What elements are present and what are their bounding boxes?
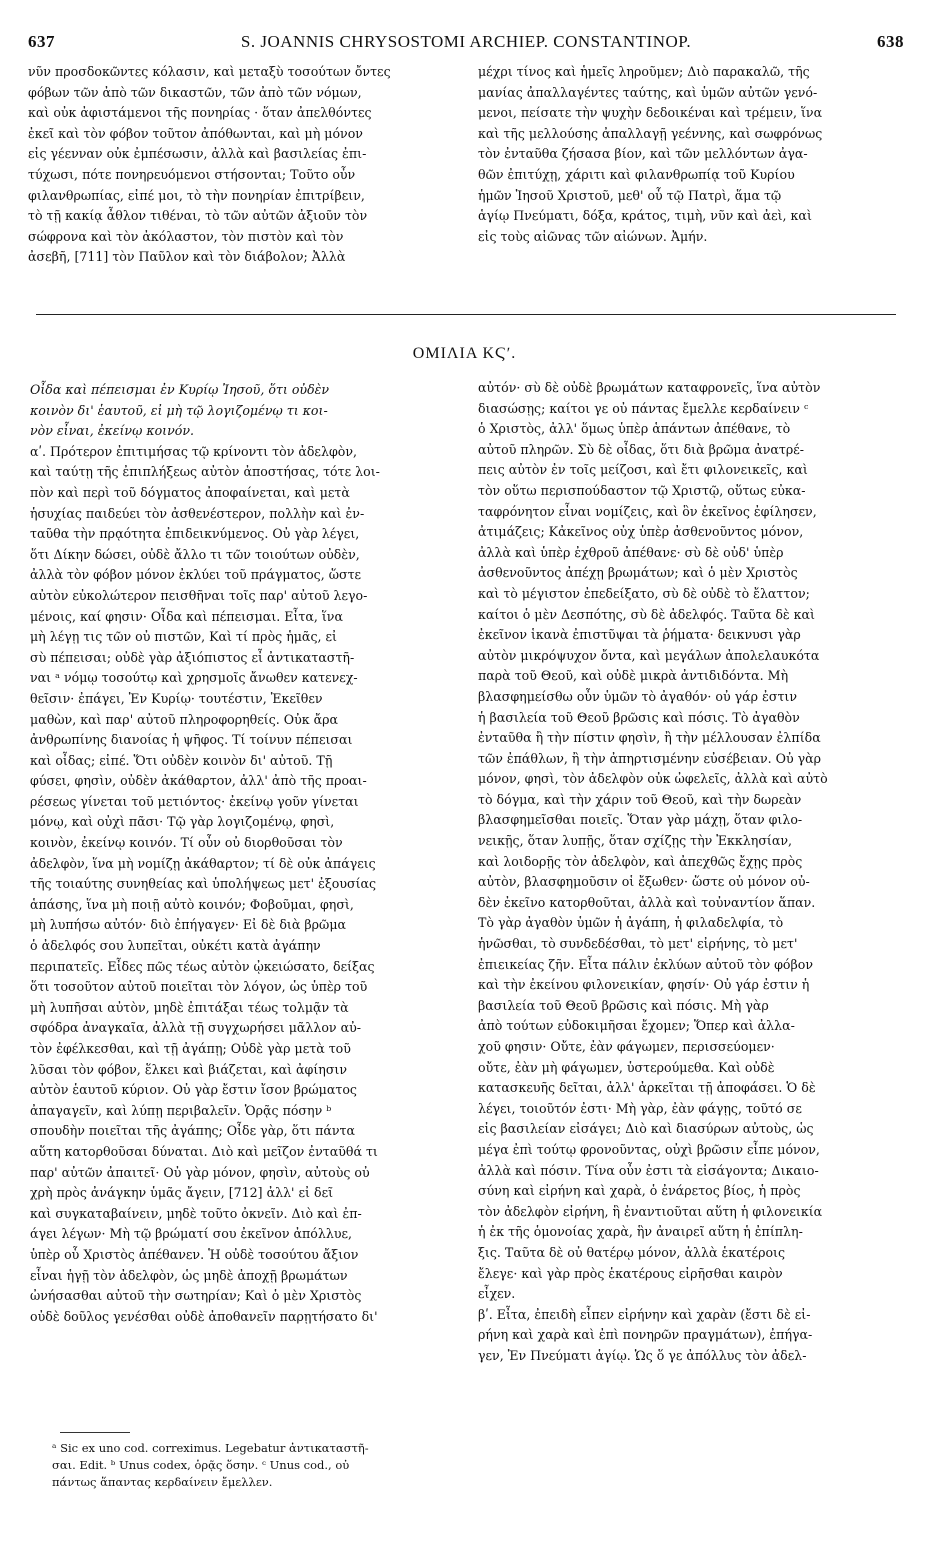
text-line: αὐτὸν μικρόψυχον ὄντα, καὶ μεγάλων ἀπολελαυκότα (478, 647, 820, 663)
text-line: τύχωσι, πότε πονηρευόμενοι στήσονται; Τοῦτο οὖν (28, 166, 356, 182)
text-line: χοῦ φησιν· Οὔτε, ἐὰν φάγωμεν, περισσεύομεν· (478, 1039, 775, 1054)
top-left-column (28, 62, 446, 268)
text-line: οὐδὲ δοῦλος γενέσθαι οὐδὲ ἀποθανεῖν παρῃτήσατο δι' (30, 1308, 378, 1324)
text-line: μαθὼν, καὶ παρ' αὐτοῦ πληροφορηθείς. Οὐκ ἄρα (30, 711, 339, 727)
text-line: τὸ τῇ κακίᾳ ἆθλον τιθέναι, τὸ τῶν αὐτῶν ἀξιοῦν τὸν (28, 208, 368, 224)
text-line: μανίας ἀπαλλαγέντες ταύτης, καὶ ὑμῶν αὐτῶν γενό- (478, 84, 818, 100)
text-line: ἐπιεικείας ζῆν. Εἶτα πάλιν ἐκλύων αὐτοῦ τὸν φόβον (478, 956, 814, 972)
left-column-body (30, 442, 448, 1328)
verse-line: κοινὸν δι' ἑαυτοῦ, εἰ μὴ τῷ λογιζομένῳ τι κοι- (30, 402, 328, 418)
text-line: βασιλεία τοῦ Θεοῦ βρῶσις καὶ πόσις. Μὴ γὰρ (478, 997, 769, 1013)
text-line: καὶ τὴν ἐκείνου φιλονεικίαν, φησίν· Οὐ γάρ ἐστιν ἡ (478, 977, 810, 993)
text-line: φιλανθρωπίας, εἰπέ μοι, τὸ τὴν πονηρίαν ἐπιτρίβειν, (28, 187, 365, 203)
running-title: S. JOANNIS CHRYSOSTOMI ARCHIEP. CONSTANTINOP. (240, 32, 692, 51)
text-line: σπουδὴν ποιεῖται τῆς ἀγάπης; Οἶδε γὰρ, ὅτι πάντα (30, 1123, 356, 1139)
text-line: ἁγίῳ Πνεύματι, δόξα, κράτος, τιμὴ, νῦν καὶ ἀεὶ, καὶ (478, 208, 812, 224)
scripture-verse (30, 380, 448, 442)
text-line: αὐτοῦ πληρῶν. Σὺ δὲ οἶδας, ὅτι διὰ βρῶμα ἀνατρέ- (478, 441, 805, 457)
text-line: φύσει, φησὶν, οὐδὲν ἀκάθαρτον, ἀλλ' ἀπὸ τῆς προαι- (30, 773, 367, 789)
text-line: νεικῇς, ὅταν λυπῇς, ὅταν σχίζῃς τὴν Ἐκκλησίαν, (478, 833, 793, 849)
text-line: αὕτη κατορθοῦσαι δύναται. Διὸ καὶ μεῖζον ἐνταῦθά τι (30, 1143, 378, 1159)
text-line: σύνη καὶ εἰρήνη καὶ χαρὰ, ὁ ἐνάρετος βίος, ἡ πρὸς (478, 1183, 801, 1199)
text-line: τὸν ἐνταῦθα ζήσασα βίον, καὶ τῶν μελλόντων ἀγα- (478, 146, 808, 162)
text-line: περιπατεῖς. Εἶδες πῶς τέως αὐτὸν ᾠκειώσατο, δείξας (30, 958, 375, 974)
text-line: καὶ οἶδας; εἰπέ. Ὅτι οὐδὲν κοινὸν δι' αὐτοῦ. Τῇ (30, 752, 333, 768)
footnotes (52, 1440, 452, 1491)
text-line: ὁ ἀδελφός σου λυπεῖται, οὐκέτι κατὰ ἀγάπην (30, 938, 321, 954)
text-line: σὺ πέπεισαι; οὐδὲ γὰρ ἀξιόπιστος εἶ ἀντικαταστῆ- (30, 649, 355, 665)
text-line: εἶναι ἡγῇ τὸν ἀδελφὸν, ὡς μηδὲ ἀποχῇ βρωμάτων (30, 1267, 348, 1283)
text-line: καὶ ταύτῃ τῆς ἐπιπλήξεως αὐτὸν ἀποστήσας, τότε λοι- (30, 464, 380, 480)
section-divider (36, 314, 896, 315)
homily-title: ΟΜΙΛΙΑ ΚϚʹ. (412, 345, 517, 362)
footnote-rule (60, 1432, 130, 1433)
text-line: ἡ βασιλεία τοῦ Θεοῦ βρῶσις καὶ πόσις. Τὸ ἀγαθὸν (478, 709, 800, 725)
verse-line: νὸν εἶναι, ἐκείνῳ κοινόν. (30, 423, 195, 439)
text-line: μένοις, καί φησιν· Οἶδα καὶ πέπεισμαι. Εἶτα, ἵνα (30, 608, 343, 624)
text-line: ἀλλὰ καὶ πόσιν. Τίνα οὖν ἐστι τὰ εἰσάγοντα; Δικαιο- (478, 1162, 819, 1178)
text-line: δὲν ἐκεῖνο κατορθοῦται, ἀλλὰ καὶ τοὐναντίον ἅπαν. (478, 894, 816, 910)
text-line: αʹ. Πρότερον ἐπιτιμήσας τῷ κρίνοντι τὸν ἀδελφὸν, (30, 443, 358, 459)
text-line: λέγει, τοιοῦτόν ἐστι· Μὴ γὰρ, ἐὰν φάγῃς, τοῦτό σε (478, 1100, 802, 1116)
text-line: ἀπαγαγεῖν, καὶ λύπῃ περιβαλεῖν. Ὁρᾷς πόσην ᵇ (30, 1102, 332, 1118)
verse-line: Οἶδα καὶ πέπεισμαι ἐν Κυρίῳ Ἰησοῦ, ὅτι οὐδὲν (30, 382, 330, 397)
text-line: ἡ ἐκ τῆς ὁμονοίας χαρὰ, ἣν ἀναιρεῖ αὕτη ἡ ἐπίπλη- (478, 1224, 803, 1240)
left-column (30, 380, 448, 1327)
footnote-line: σαι. Edit. ᵇ Unus codex, ὁρᾷς ὅσην. ᶜ Unus cod., οὐ (52, 1458, 350, 1472)
text-line: ἁπάσης, ἵνα μὴ ποιῇ αὐτὸ κοινόν; Φοβοῦμαι, φησὶ, (30, 896, 354, 912)
text-line: ἐκεῖ καὶ τὸν φόβον τοῦτον ἀπόθωνται, καὶ μὴ μόνον (28, 125, 363, 141)
text-line: ἡσυχίας παιδεύει τὸν ἀσθενέστερον, πολλὴν καὶ ἐν- (30, 505, 365, 521)
text-line: εἶχεν. (478, 1286, 516, 1302)
text-line: ναι ᵃ νόμῳ τοσούτῳ καὶ χρησμοῖς ἄνωθεν κατενεχ- (30, 670, 358, 686)
text-line: καὶ τῆς μελλούσης ἀπαλλαγῇ γεέννης, καὶ σωφρόνως (478, 125, 823, 141)
text-line: βʹ. Εἶτα, ἐπειδὴ εἶπεν εἰρήνην καὶ χαρὰν (ἔστι δὲ εἰ- (478, 1306, 811, 1322)
text-line: μόνον, φησὶ, τὸν ἀδελφὸν οὐκ ὠφελεῖς, ἀλλὰ καὶ αὐτὸ (478, 771, 828, 787)
page-number-right: 638 (877, 32, 904, 51)
text-line: ταῦθα τὴν πρᾳότητα ἐπιδεικνύμενος. Οὐ γὰρ λέγει, (30, 526, 360, 542)
text-line: Τὸ γὰρ ἀγαθὸν ὑμῶν ἡ ἀγάπη, ἡ φιλαδελφία, τὸ (478, 915, 784, 931)
text-line: μενοι, πείσατε τὴν ψυχὴν δεδοικέναι καὶ τρέμειν, ἵνα (478, 105, 823, 121)
text-line: διασώσῃς; καίτοι γε οὐ πάντας ἔμελλε κερδαίνειν ᶜ (478, 400, 809, 416)
text-line: βλασφημεῖσθαι ποιεῖς. Ὅταν γὰρ μάχῃ, ὅταν φιλο- (478, 812, 803, 828)
text-line: μὴ λυπήσω αὐτόν· διὸ ἐπήγαγεν· Εἰ δὲ διὰ βρῶμα (30, 917, 347, 933)
text-line: ξις. Ταῦτα δὲ οὐ θατέρῳ μόνον, ἀλλὰ ἑκατέροις (478, 1244, 786, 1260)
text-line: καὶ λοιδορῇς τὸν ἀδελφὸν, καὶ ἀπεχθῶς ἔχῃς πρὸς (478, 853, 803, 869)
text-line: αὐτόν· σὺ δὲ οὐδὲ βρωμάτων καταφρονεῖς, ἵνα αὐτὸν (478, 380, 821, 395)
text-line: ἀλλὰ τὸν φόβον μόνον ἐκλύει τοῦ πράγματος, ὥστε (30, 567, 362, 583)
text-line: ἡνῶσθαι, τὸ συνδεδέσθαι, τὸ μετ' εἰρήνης, τὸ μετ' (478, 936, 798, 952)
text-line: αὐτὸν, βλασφημοῦσιν οἱ ἔξωθεν· ὥστε οὐ μόνον οὐ- (478, 874, 810, 890)
text-line: εἰς βασιλείαν εἰσάγει; Διὸ καὶ διασύρων αὐτοὺς, ὡς (478, 1121, 814, 1137)
text-line: βλασφημείσθω οὖν ὑμῶν τὸ ἀγαθόν· οὐ γάρ ἐστιν (478, 688, 798, 704)
top-right-column (478, 62, 892, 247)
text-line: αὐτὸν εὐκολώτερον πεισθῆναι τοῖς παρ' αὐτοῦ λεγο- (30, 587, 368, 603)
text-line: τῶν ἐπάθλων, ἢ τὴν ἀπηρτισμένην εὐσέβειαν. Οὐ γὰρ (478, 750, 822, 766)
text-line: ὑπὲρ οὗ Χριστὸς ἀπέθανεν. Ἡ οὐδὲ τοσούτου ἄξιον (30, 1246, 359, 1262)
text-line: ἔλεγε· καὶ γὰρ πρὸς ἑκατέρους εἰρῆσθαι καιρὸν (478, 1265, 783, 1281)
right-column (478, 378, 892, 1367)
text-line: μὴ λέγῃ τις τῶν οὐ πιστῶν, Καὶ τί πρὸς ἡμᾶς, εἰ (30, 629, 337, 645)
text-line: θῶν ἐπιτύχῃ, χάριτι καὶ φιλανθρωπίᾳ τοῦ Κυρίου (478, 166, 795, 182)
text-line: παρὰ τοῦ Θεοῦ, καὶ οὐδὲ μικρὰ ἀντιδιδόντα. Μὴ (478, 668, 789, 684)
text-line: μέγα ἐπὶ τούτῳ φρονοῦντας, οὐχὶ βρῶσιν εἶπε μόνον, (478, 1141, 820, 1157)
text-line: καὶ οὐκ ἀφιστάμενοι τῆς πονηρίας · ὅταν ἀπελθόντες (28, 105, 372, 121)
text-line: πεις αὐτὸν ἐν τοῖς μείζοσι, καὶ ἔτι φιλονεικεῖς, καὶ (478, 462, 808, 478)
text-line: ἐνταῦθα ἢ τὴν πίστιν φησὶν, ἢ τὴν μέλλουσαν ἐλπίδα (478, 730, 821, 746)
text-line: μὴ λυπῆσαι αὐτὸν, μηδὲ ἐπιτάξαι τέως τολμᾷν τὰ (30, 999, 349, 1015)
text-line: λῦσαι τὸν φόβον, ἕλκει καὶ βιάζεται, καὶ ἀφίησιν (30, 1061, 348, 1077)
text-line: παρ' αὐτῶν ἀπαιτεῖ· Οὐ γὰρ μόνον, φησὶν, αὐτοὺς οὐ (30, 1164, 370, 1180)
text-line: καίτοι ὁ μὲν Δεσπότης, σὺ δὲ ἀδελφός. Ταῦτα δὲ καὶ (478, 606, 815, 622)
page-number-left: 637 (28, 32, 55, 51)
text-line: ὅτι Δίκην δώσει, οὐδὲ ἄλλο τι τῶν τοιούτων οὐδὲν, (30, 546, 360, 562)
text-line: άγει λέγων· Μὴ τῷ βρώματί σου ἐκεῖνον ἀπόλλυε, (30, 1226, 353, 1242)
text-line: γεν, Ἐν Πνεύματι ἁγίῳ. Ὡς ὅ γε ἀπόλλυς τὸν ἀδελ- (478, 1347, 807, 1363)
text-line: μέχρι τίνος καὶ ἡμεῖς ληροῦμεν; Διὸ παρακαλῶ, τῆς (478, 64, 810, 79)
text-line: κοινὸν, ἐκείνῳ κοινόν. Τί οὖν οὐ διορθοῦσαι τὸν (30, 835, 343, 851)
text-line: χρὴ πρὸς ἀνάγκην ὑμᾶς ἄγειν, [712] ἀλλ' εἰ δεῖ (30, 1185, 334, 1201)
text-line: εἰς γέενναν οὐκ ἐμπέσωσιν, ἀλλὰ καὶ βασιλείας ἐπι- (28, 146, 367, 162)
text-line: ὠνήσασθαι αὐτοῦ τὴν σωτηρίαν; Καὶ ὁ μὲν Χριστὸς (30, 1288, 362, 1304)
page-header (28, 32, 904, 58)
text-line: σώφρονα καὶ τὸν ἀκόλαστον, τὸν πιστὸν καὶ τὸν (28, 228, 344, 244)
text-line: μόνῳ, καὶ οὐχὶ πᾶσι· Τῷ γὰρ λογιζομένῳ, φησὶ, (30, 814, 335, 830)
text-line: ταφρόνητον εἶναι νομίζεις, καὶ ὃν ἐκεῖνος ἐφίλησεν, (478, 503, 817, 519)
text-line: θεῖσιν· ἐπάγει, Ἐν Κυρίῳ· τουτέστιν, Ἐκεῖθεν (30, 690, 323, 706)
text-line: τῆς τοιαύτης συνηθείας καὶ ὑπολήψεως μετ' ἐξουσίας (30, 876, 377, 892)
text-line: ἡμῶν Ἰησοῦ Χριστοῦ, μεθ' οὗ τῷ Πατρὶ, ἅμα τῷ (478, 187, 782, 203)
text-line: αὐτὸν ἑαυτοῦ κύριον. Οὐ γὰρ ἔστιν ἴσον βρώματος (30, 1082, 357, 1098)
text-line: καὶ συγκαταβαίνειν, μηδὲ τοῦτο ὀκνεῖν. Διὸ καὶ ἐπ- (30, 1205, 362, 1221)
text-line: ἀνθρωπίνης διανοίας ἡ ψῆφος. Τί τοίνυν πέπεισαι (30, 732, 353, 748)
text-line: σφόδρα ἀναγκαῖα, ἀλλὰ τῇ συγχωρήσει μᾶλλον αὐ- (30, 1020, 361, 1036)
text-line: κατασκευῆς δεῖται, ἀλλ' ἀρκεῖται τῇ ἀποφάσει. Ὁ δὲ (478, 1080, 816, 1096)
text-line: εἰς τοὺς αἰῶνας τῶν αἰώνων. Ἀμήν. (478, 228, 708, 244)
text-line: τὸ δόγμα, καὶ τὴν χάριν τοῦ Θεοῦ, καὶ τὴν δωρεὰν (478, 791, 802, 807)
text-line: ἐκεῖνον ἱκανὰ ἐπιστῦψαι τὰ ῥήματα· δεικνυσι γὰρ (478, 627, 801, 643)
text-line: ὁ Χριστὸς, ἀλλ' ὅμως ὑπὲρ ἁπάντων ἀπέθανε, τὸ (478, 421, 791, 437)
footnote-line: ᵃ Sic ex uno cod. correximus. Legebatur ἀντικαταστῆ- (52, 1441, 369, 1455)
text-line: ἀπὸ τούτων εὐδοκιμῆσαι ἔχομεν; Ὅπερ καὶ ἀλλα- (478, 1018, 795, 1034)
text-line: τὸν ἀδελφὸν εἰρήνη, ἣ ἐναντιοῦται αὕτη ἡ φιλονεικία (478, 1203, 823, 1219)
text-line: τὸν ἐφέλκεσθαι, καὶ τῇ ἀγάπῃ; Οὐδὲ γὰρ μετὰ τοῦ (30, 1041, 351, 1056)
text-line: φόβων τῶν ἀπὸ τῶν δικαστῶν, τῶν ἀπὸ τῶν νόμων, (28, 84, 362, 100)
text-line: οὔτε, ἐὰν μὴ φάγωμεν, ὑστερούμεθα. Καὶ οὐδὲ (478, 1059, 775, 1075)
text-line: ἀτιμάζεις; Κἀκεῖνος οὐχ ὑπὲρ ἀσθενοῦντος μόνον, (478, 524, 804, 540)
text-line: νῦν προσδοκῶντες κόλασιν, καὶ μεταξὺ τοσούτων ὄντες (28, 64, 391, 79)
footnote-line: πάντως ἅπαντας κερδαίνειν ἔμελλεν. (52, 1475, 273, 1489)
text-line: ἀσεβῆ, [711] τὸν Παῦλον καὶ τὸν διάβολον; Ἀλλὰ (28, 249, 346, 265)
text-line: ἀδελφὸν, ἵνα μὴ νομίζῃ ἀκάθαρτον; τί δὲ οὐκ ἀπάγεις (30, 855, 376, 871)
text-line: ὅτι τοσοῦτον αὐτοῦ ποιεῖται τὸν λόγον, ὡς ὑπὲρ τοῦ (30, 979, 368, 995)
text-line: ἀσθενοῦντος ἀπέχῃ βρωμάτων; καὶ ὁ μὲν Χριστὸς (478, 565, 798, 581)
text-line: καὶ τὸ μέγιστον ἐπεδείξατο, σὺ δὲ οὐδὲ τὸ ἔλαττον; (478, 585, 810, 601)
text-line: ρήνη καὶ χαρὰ καὶ ἐπὶ πονηρῶν πραγμάτων), ἐπήγα- (478, 1327, 813, 1343)
text-line: ρέσεως γίνεται τοῦ μετιόντος· ἐκείνῳ γοῦν γίνεται (30, 793, 359, 809)
text-line: τὸν οὕτω περισπούδαστον τῷ Χριστῷ, οὕτως εὐκα- (478, 482, 806, 498)
text-line: ἀλλὰ καὶ ὑπὲρ ἐχθροῦ ἀπέθανε· σὺ δὲ οὐδ' ὑπὲρ (478, 544, 784, 560)
text-line: πὸν καὶ περὶ τοῦ δόγματος ἀποφαίνεται, καὶ μετὰ (30, 484, 350, 500)
